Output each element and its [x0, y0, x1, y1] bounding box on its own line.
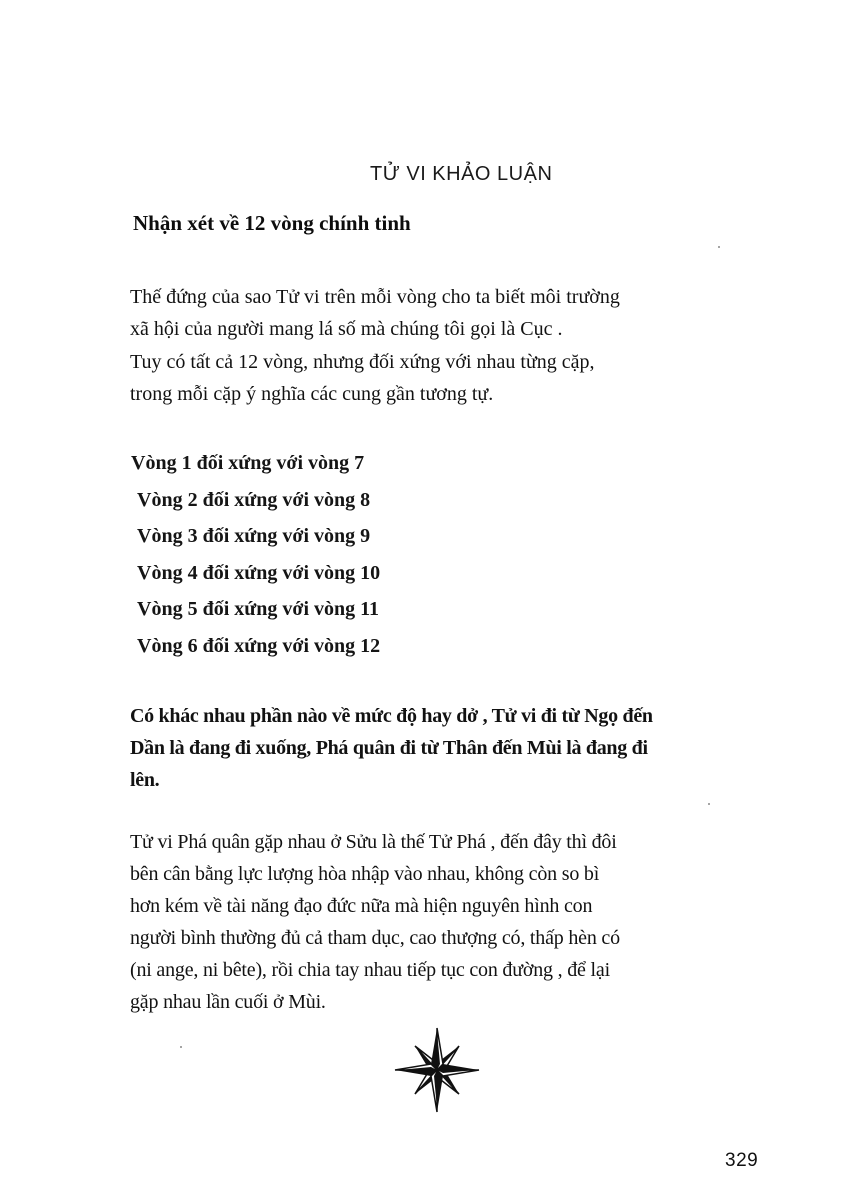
text-line: Tuy có tất cả 12 vòng, nhưng đối xứng với nhau từng cặp,: [130, 351, 595, 373]
text-line: Tử vi Phá quân gặp nhau ở Sửu là thế Tử Phá , đến đây thì đôi: [130, 831, 617, 853]
text-line: hơn kém về tài năng đạo đức nữa mà hiện nguyên hình con: [130, 895, 593, 917]
text-line: gặp nhau lần cuối ở Mùi.: [130, 991, 326, 1013]
section-title: Nhận xét về 12 vòng chính tinh: [133, 211, 411, 235]
paragraph-pairs-intro: [130, 346, 760, 410]
list-item: Vòng 2 đối xứng với vòng 8: [137, 488, 371, 511]
list-item: Vòng 5 đối xứng với vòng 11: [137, 598, 380, 621]
running-header: TỬ VI KHẢO LUẬN: [370, 163, 553, 185]
text-line: Dần là đang đi xuống, Phá quân đi từ Thân đến Mùi là đang đi: [130, 737, 648, 759]
text-line: lên.: [130, 769, 160, 791]
text-line: bên cân bằng lực lượng hòa nhập vào nhau, không còn so bì: [130, 863, 600, 885]
paragraph-tu-pha: [130, 826, 760, 1018]
text-line: (ni ange, ni bête), rồi chia tay nhau tiếp tục con đường , để lại: [130, 959, 610, 981]
compass-star-icon: [393, 1026, 481, 1114]
text-line: người bình thường đủ cả tham dục, cao thượng có, thấp hèn có: [130, 927, 620, 949]
scan-speck: [180, 1046, 182, 1048]
list-item: Vòng 1 đối xứng với vòng 7: [131, 452, 365, 474]
scan-speck: [708, 803, 710, 805]
paragraph-direction: [130, 700, 760, 796]
text-line: trong mỗi cặp ý nghĩa các cung gần tương tự.: [130, 383, 494, 405]
list-item: Vòng 4 đối xứng với vòng 10: [137, 561, 381, 584]
page-number: 329: [725, 1150, 759, 1171]
text-line: Có khác nhau phần nào về mức độ hay dở , Tử vi đi từ Ngọ đến: [130, 705, 653, 727]
scan-speck: [718, 246, 720, 248]
text-line: xã hội của người mang lá số mà chúng tôi gọi là Cục .: [130, 318, 563, 340]
list-item: Vòng 6 đối xứng với vòng 12: [137, 634, 381, 657]
list-item: Vòng 3 đối xứng với vòng 9: [137, 525, 371, 548]
text-line: Thế đứng của sao Tử vi trên mỗi vòng cho ta biết môi trường: [130, 286, 620, 308]
paragraph-intro: [130, 281, 760, 345]
symmetry-pairs-list: [131, 445, 380, 665]
